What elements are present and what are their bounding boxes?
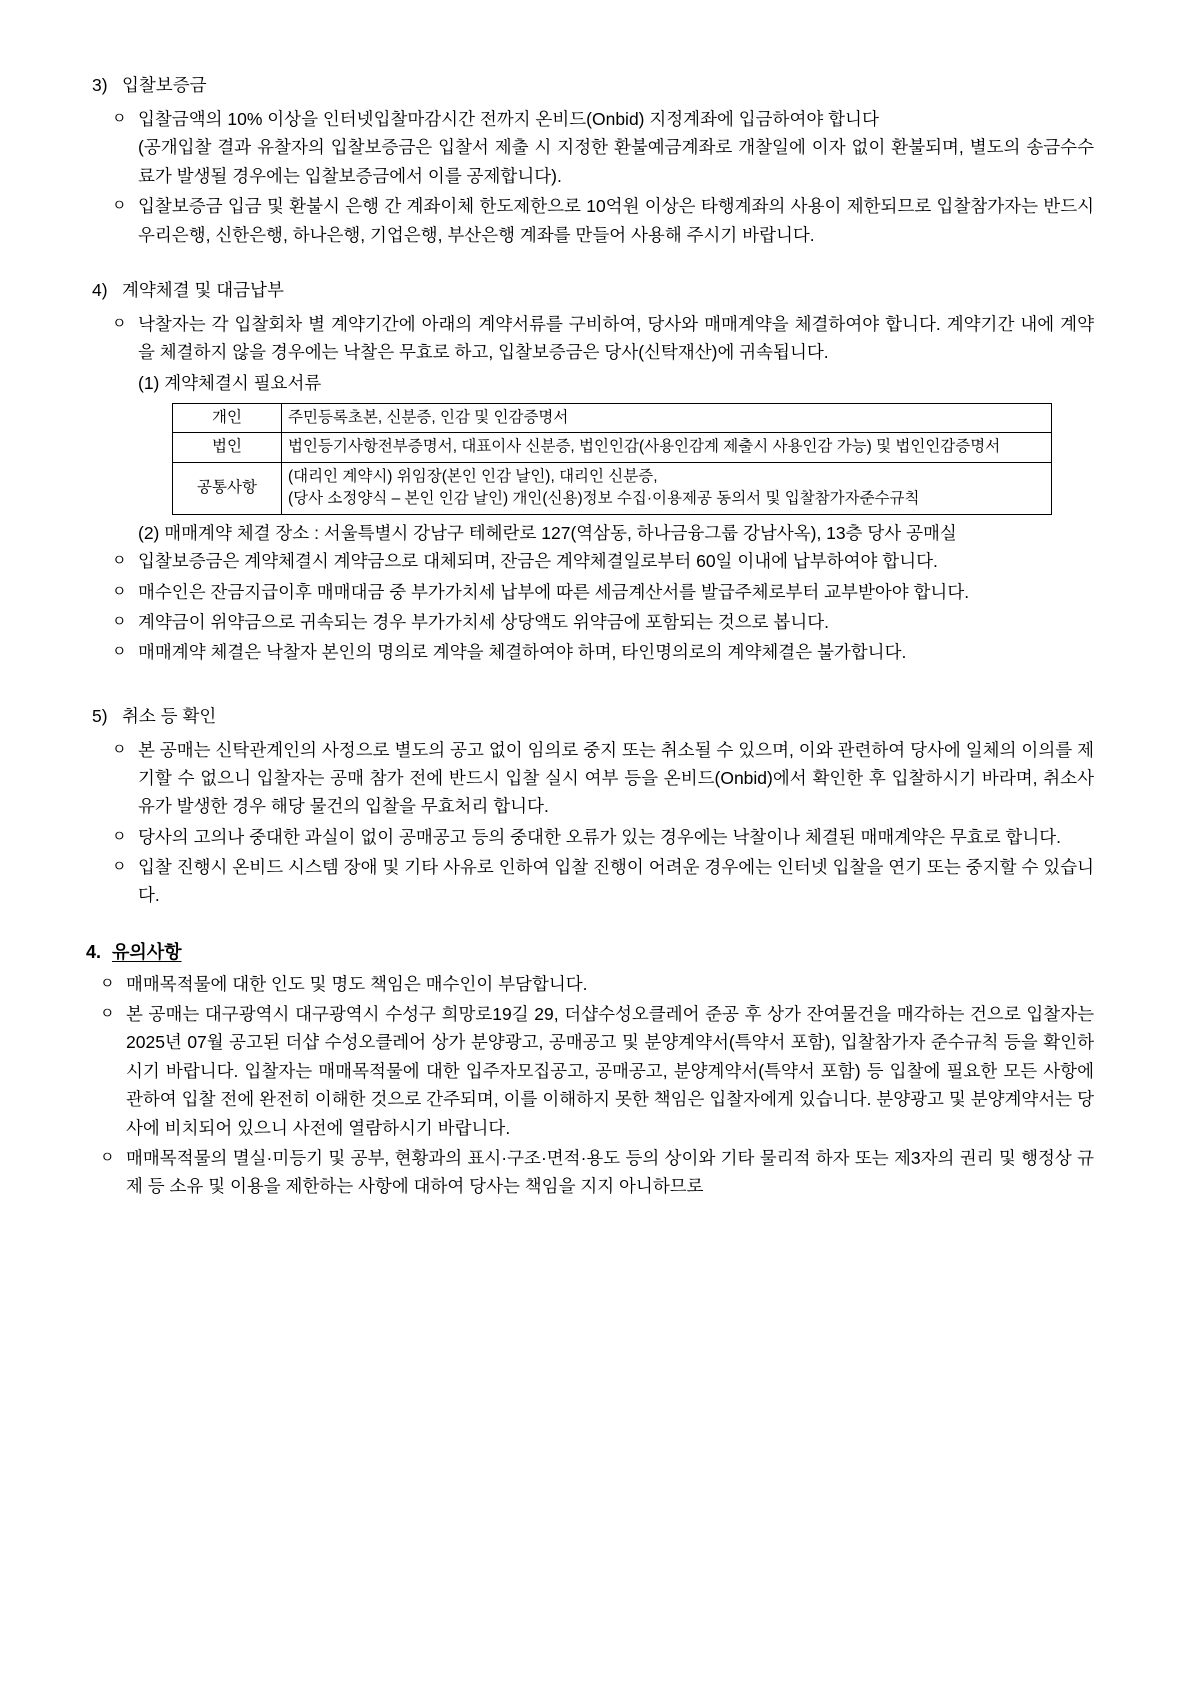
section-heading-notice — [86, 938, 1094, 964]
list-item — [86, 736, 1094, 821]
table-cell-line: 주민등록초본, 신분증, 인감 및 인감증명서 — [288, 409, 569, 426]
table-row — [173, 433, 1052, 462]
list-item — [86, 105, 1094, 190]
table-cell-line: (대리인 계약시) 위임장(본인 인감 날인), 대리인 신분증, — [288, 467, 658, 485]
contract-location-line: (2) 매매계약 체결 장소 : 서울특별시 강남구 테헤란로 127(역삼동, 하나금융그룹 강남사옥), 13층 당사 공매실 — [138, 522, 957, 543]
table-cell-value — [282, 433, 1052, 462]
list-item — [86, 547, 1094, 575]
spacer — [86, 669, 1094, 703]
list-item — [86, 853, 1094, 910]
section-4-list-cont — [86, 547, 1094, 666]
table-row — [173, 404, 1052, 433]
section-heading-3 — [86, 72, 1094, 99]
list-item-line: ㅇ 본 공매는 신탁관계인의 사정으로 별도의 공고 없이 임의로 중지 또는 취소될 수 있으며, 이와 관련하여 당사에 일체의 이의를 제기할 수 없으니 입찰자는 공매 참가 전에 반드시 입찰 실시 여부 등을 온비드(Onbid)에서 확인한 후 입찰하시기 바라며, 취소사유가 발생한 경우 해당 물건의 입찰을 무효처리 합니다. — [138, 739, 1094, 817]
sub-label-contract-docs: (1) 계약체결시 필요서류 — [138, 372, 322, 393]
table-cell-line: 법인등기사항전부증명서, 대표이사 신분증, 법인인감(사용인감계 제출시 사용인감 가능) 및 법인인감증명서 — [288, 438, 1001, 456]
list-item-line: (공개입찰 결과 유찰자의 입찰보증금은 입찰서 제출 시 지정한 환불예금계좌로 개찰일에 이자 없이 환불되며, 별도의 송금수수료가 발생될 경우에는 입찰보증금에서 이를 공제합니다). — [138, 137, 1094, 186]
list-item-line: ㅇ 입찰 진행시 온비드 시스템 장애 및 기타 사유로 인하여 입찰 진행이 어려운 경우에는 인터넷 입찰을 연기 또는 중지할 수 있습니다. — [138, 857, 1094, 906]
list-item-line: ㅇ 매매계약 체결은 낙찰자 본인의 명의로 계약을 체결하여야 하며, 타인명의로의 계약체결은 불가합니다. — [138, 642, 907, 663]
list-item — [86, 578, 1094, 606]
section-title-4: 계약체결 및 대금납부 — [122, 279, 284, 300]
spacer — [86, 251, 1094, 277]
required-documents-table — [172, 403, 1052, 515]
list-item — [86, 192, 1094, 249]
section-number-3: 3) — [92, 75, 108, 95]
list-item-line: ㅇ 입찰보증금은 계약체결시 계약금으로 대체되며, 잔금은 계약체결일로부터 60일 이내에 납부하여야 합니다. — [138, 551, 938, 572]
table-row — [173, 462, 1052, 514]
section-number-4: 4) — [92, 279, 108, 300]
notice-list — [86, 970, 1094, 1201]
list-item — [86, 608, 1094, 636]
list-item — [86, 638, 1094, 666]
section-title-notice: 유의사항 — [112, 941, 182, 962]
table-cell-label: 법인 — [173, 433, 282, 462]
list-item-line: ㅇ 계약금이 위약금으로 귀속되는 경우 부가가치세 상당액도 위약금에 포함되는 것으로 봅니다. — [138, 611, 830, 632]
list-item-line: ㅇ 매매목적물의 멸실·미등기 및 공부, 현황과의 표시·구조·면적·용도 등의 상이와 기타 물리적 하자 또는 제3자의 권리 및 행정상 규제 등 소유 및 이용을 제한하는 사항에 대하여 당사는 책임을 지지 아니하므로 — [126, 1147, 1094, 1197]
table-cell-line: (당사 소정양식 – 본인 인감 날인) 개인(신용)정보 수집·이용제공 동의서 및 입찰참가자준수규칙 — [288, 490, 920, 508]
list-item — [86, 310, 1094, 367]
section-heading-5 — [86, 703, 1094, 730]
list-item — [86, 1144, 1094, 1201]
section-heading-4 — [86, 277, 1094, 304]
section-number-notice: 4. — [86, 941, 102, 962]
list-item — [86, 823, 1094, 851]
list-item-line: ㅇ 입찰금액의 10% 이상을 인터넷입찰마감시간 전까지 온비드(Onbid) 지정계좌에 입금하여야 합니다 — [138, 109, 879, 130]
list-item — [86, 1000, 1094, 1142]
section-3-list — [86, 105, 1094, 249]
table-cell-label: 공통사항 — [173, 462, 282, 514]
list-item-line: ㅇ 당사의 고의나 중대한 과실이 없이 공매공고 등의 중대한 오류가 있는 경우에는 낙찰이나 체결된 매매계약은 무효로 합니다. — [138, 826, 1062, 847]
section-title-3: 입찰보증금 — [122, 75, 207, 95]
list-item-line: ㅇ 낙찰자는 각 입찰회차 별 계약기간에 아래의 계약서류를 구비하여, 당사와 매매계약을 체결하여야 합니다. 계약기간 내에 계약을 체결하지 않을 경우에는 낙찰은 무효로 하고, 입찰보증금은 당사(신탁재산)에 귀속됩니다. — [138, 313, 1094, 363]
table-cell-value — [282, 404, 1052, 433]
spacer — [86, 912, 1094, 938]
list-item-line: ㅇ 매수인은 잔금지급이후 매매대금 중 부가가치세 납부에 따른 세금계산서를 발급주체로부터 교부받아야 합니다. — [138, 581, 970, 602]
section-5-list — [86, 736, 1094, 910]
table-cell-value — [282, 462, 1052, 514]
section-4-list — [86, 310, 1094, 367]
table-cell-label: 개인 — [173, 404, 282, 433]
list-item-line: ㅇ 본 공매는 대구광역시 대구광역시 수성구 희망로19길 29, 더샵수성오클레어 준공 후 상가 잔여물건을 매각하는 건으로 입찰자는 2025년 07월 공고된 더샵 수성오클레어 상가 분양광고, 공매공고 및 분양계약서(특약서 포함), 입찰참가자 준수규칙 등을 확인하시기 바랍니다. 입찰자는 매매목적물에 대한 입주자모집공고, 공매공고, 분양계약서(특약서 포함) 등 입찰에 필요한 모든 사항에 관하여 입찰 전에 완전히 이해한 것으로 간주되며, 이를 이해하지 못한 책임은 입찰자에게 있습니다. 분양광고 및 분양계약서는 당사에 비치되어 있으니 사전에 열람하시기 바랍니다. — [126, 1004, 1094, 1138]
section-title-5: 취소 등 확인 — [122, 705, 217, 726]
section-number-5: 5) — [92, 705, 108, 726]
list-item-line: ㅇ 매매목적물에 대한 인도 및 명도 책임은 매수인이 부담합니다. — [126, 973, 588, 994]
list-item — [86, 970, 1094, 998]
list-item-line: ㅇ 입찰보증금 입금 및 환불시 은행 간 계좌이체 한도제한으로 10억원 이상은 타행계좌의 사용이 제한되므로 입찰참가자는 반드시 우리은행, 신한은행, 하나은행, 기업은행, 부산은행 계좌를 만들어 사용해 주시기 바랍니다. — [138, 196, 1094, 245]
